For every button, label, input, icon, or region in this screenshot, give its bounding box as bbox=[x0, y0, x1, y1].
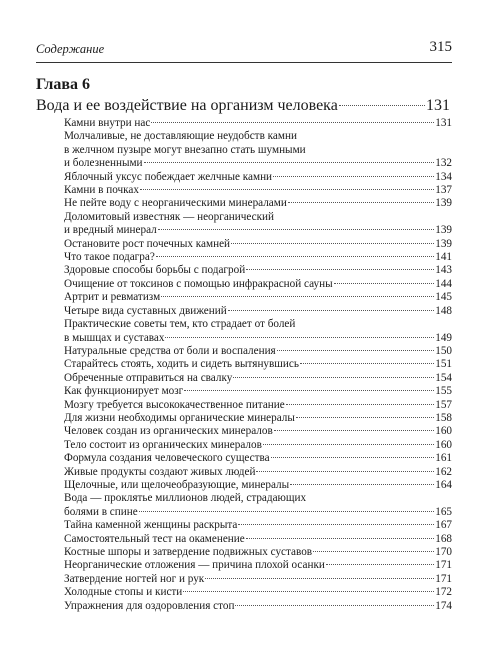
toc-entry-line bbox=[64, 425, 452, 438]
dot-leader bbox=[246, 269, 434, 270]
toc-entry-title: Яблочный уксус побеждает желчные камни bbox=[64, 170, 273, 183]
dot-leader bbox=[274, 430, 434, 431]
toc-entry-page: 137 bbox=[435, 184, 452, 197]
dot-leader bbox=[238, 524, 434, 525]
toc-entry-title: Здоровые способы борьбы с подагрой bbox=[64, 264, 246, 277]
dot-leader bbox=[235, 605, 434, 606]
toc-entry-line bbox=[64, 479, 452, 492]
toc-entry-title: Вода — проклятье миллионов людей, страдающих bbox=[64, 492, 307, 505]
toc-entry-page: 171 bbox=[435, 572, 452, 585]
toc-list bbox=[64, 117, 452, 613]
toc-entry-line bbox=[64, 157, 452, 170]
dot-leader bbox=[156, 256, 434, 257]
toc-entry-page: 143 bbox=[435, 264, 452, 277]
chapter-title-line bbox=[36, 97, 450, 115]
toc-entry bbox=[64, 358, 452, 371]
dot-leader bbox=[205, 578, 434, 579]
toc-entry-title: Старайтесь стоять, ходить и сидеть вытянувшись bbox=[64, 358, 299, 371]
dot-leader bbox=[334, 283, 435, 284]
toc-entry-line bbox=[64, 586, 452, 599]
toc-entry-page: 165 bbox=[435, 505, 452, 518]
toc-entry-page: 167 bbox=[435, 519, 452, 532]
toc-entry bbox=[64, 399, 452, 412]
toc-entry bbox=[64, 600, 452, 613]
toc-entry-line bbox=[64, 144, 452, 157]
toc-entry-line bbox=[64, 492, 452, 505]
toc-entry-title: Упражнения для оздоровления стоп bbox=[64, 599, 235, 612]
toc-entry-title: Очищение от токсинов с помощью инфракрасной сауны bbox=[64, 277, 333, 290]
toc-entry bbox=[64, 372, 452, 385]
toc-entry-title: Тело состоит из органических минералов bbox=[64, 438, 262, 451]
toc-entry-title: Молчаливые, не доставляющие неудобств камни bbox=[64, 130, 297, 143]
toc-entry-title: Самостоятельный тест на окаменение bbox=[64, 532, 245, 545]
toc-entry-page: 157 bbox=[435, 398, 452, 411]
toc-entry bbox=[64, 546, 452, 559]
running-header-section: Содержание bbox=[36, 42, 105, 56]
toc-entry-page: 144 bbox=[435, 277, 452, 290]
toc-entry-title: Человек создан из органических минералов bbox=[64, 425, 273, 438]
toc-entry-page: 139 bbox=[435, 237, 452, 250]
toc-entry-page: 132 bbox=[435, 157, 452, 170]
toc-entry-title: Неорганические отложения — причина плохой осанки bbox=[64, 559, 325, 572]
toc-entry-title: Остановите рост почечных камней bbox=[64, 237, 231, 250]
dot-leader bbox=[271, 457, 435, 458]
dot-leader bbox=[231, 243, 434, 244]
toc-entry-line bbox=[64, 600, 452, 613]
toc-entry-line bbox=[64, 130, 452, 143]
dot-leader bbox=[286, 404, 434, 405]
dot-leader bbox=[277, 350, 435, 351]
toc-entry bbox=[64, 305, 452, 318]
header-rule bbox=[36, 62, 452, 63]
toc-entry-title: и вредный минерал bbox=[64, 224, 157, 237]
dot-leader bbox=[246, 538, 434, 539]
dot-leader bbox=[151, 122, 434, 123]
toc-entry bbox=[64, 291, 452, 304]
dot-leader bbox=[313, 551, 434, 552]
toc-entry-title: Мозгу требуется высококачественное питание bbox=[64, 398, 285, 411]
chapter-title-page: 131 bbox=[426, 97, 450, 114]
toc-entry-line bbox=[64, 358, 452, 371]
toc-entry-page: 161 bbox=[435, 452, 452, 465]
toc-entry-title: Формула создания человеческого существа bbox=[64, 452, 270, 465]
toc-entry-page: 172 bbox=[435, 586, 452, 599]
toc-entry bbox=[64, 559, 452, 572]
toc-entry bbox=[64, 197, 452, 210]
dot-leader bbox=[228, 310, 434, 311]
toc-entry-page: 168 bbox=[435, 532, 452, 545]
toc-entry-title: Четыре вида суставных движений bbox=[64, 304, 227, 317]
dot-leader bbox=[290, 484, 434, 485]
toc-entry-page: 158 bbox=[435, 411, 452, 424]
toc-entry bbox=[64, 385, 452, 398]
toc-entry-title: Доломитовый известняк — неорганический bbox=[64, 210, 275, 223]
toc-entry-title: Для жизни необходимы органические минералы bbox=[64, 411, 295, 424]
toc-entry-line bbox=[64, 318, 452, 331]
toc-entry-title: Артрит и ревматизм bbox=[64, 291, 161, 304]
toc-entry-title: Что такое подагра? bbox=[64, 251, 155, 264]
toc-entry-page: 139 bbox=[435, 197, 452, 210]
toc-entry-line bbox=[64, 439, 452, 452]
dot-leader bbox=[296, 417, 434, 418]
page-number: 315 bbox=[429, 39, 452, 55]
toc-entry-page: 145 bbox=[435, 291, 452, 304]
dot-leader bbox=[273, 176, 434, 177]
chapter-label: Глава 6 bbox=[36, 76, 90, 93]
dot-leader bbox=[139, 511, 435, 512]
toc-entry bbox=[64, 412, 452, 425]
toc-entry-line bbox=[64, 332, 452, 345]
toc-entry-page: 160 bbox=[435, 425, 452, 438]
toc-entry bbox=[64, 573, 452, 586]
toc-entry bbox=[64, 171, 452, 184]
toc-entry-line bbox=[64, 264, 452, 277]
toc-entry-page: 164 bbox=[435, 478, 452, 491]
toc-entry-title: Камни внутри нас bbox=[64, 117, 151, 129]
toc-entry-page: 154 bbox=[435, 371, 452, 384]
toc-entry-title: в желчном пузыре могут внезапно стать шумными bbox=[64, 143, 306, 156]
toc-entry-line bbox=[64, 452, 452, 465]
toc-entry-page: 151 bbox=[435, 358, 452, 371]
toc-entry-page: 155 bbox=[435, 385, 452, 398]
toc-entry-line bbox=[64, 506, 452, 519]
toc-entry-line bbox=[64, 211, 452, 224]
toc-entry-line bbox=[64, 305, 452, 318]
dot-leader bbox=[140, 189, 434, 190]
toc-entry bbox=[64, 318, 452, 345]
toc-entry bbox=[64, 586, 452, 599]
toc-entry bbox=[64, 492, 452, 519]
dot-leader bbox=[339, 105, 425, 106]
toc-entry-page: 149 bbox=[435, 331, 452, 344]
toc-entry-line bbox=[64, 224, 452, 237]
toc-entry-title: болями в спине bbox=[64, 505, 138, 518]
toc-entry-line bbox=[64, 291, 452, 304]
toc-entry-title: и болезненными bbox=[64, 157, 143, 170]
toc-entry-page: 160 bbox=[435, 438, 452, 451]
toc-entry-line bbox=[64, 559, 452, 572]
toc-entry-line bbox=[64, 184, 452, 197]
toc-entry bbox=[64, 533, 452, 546]
toc-entry-line bbox=[64, 519, 452, 532]
dot-leader bbox=[233, 377, 434, 378]
toc-entry bbox=[64, 117, 452, 130]
toc-entry bbox=[64, 130, 452, 170]
toc-entry-title: Затвердение ногтей ног и рук bbox=[64, 572, 205, 585]
toc-entry-page: 162 bbox=[435, 465, 452, 478]
toc-entry-line bbox=[64, 399, 452, 412]
running-header bbox=[36, 40, 452, 60]
dot-leader bbox=[300, 363, 434, 364]
toc-entry bbox=[64, 439, 452, 452]
toc-entry bbox=[64, 184, 452, 197]
toc-entry-line bbox=[64, 117, 452, 130]
toc-entry bbox=[64, 519, 452, 532]
toc-entry-line bbox=[64, 385, 452, 398]
toc-entry-title: Холодные стопы и кисти bbox=[64, 586, 183, 599]
toc-entry-line bbox=[64, 171, 452, 184]
toc-entry bbox=[64, 264, 452, 277]
dot-leader bbox=[158, 229, 435, 230]
chapter-title: Вода и ее воздействие на организм человека bbox=[36, 97, 338, 114]
toc-entry-page: 131 bbox=[435, 117, 452, 129]
toc-entry-line bbox=[64, 197, 452, 210]
toc-entry-title: Как функционирует мозг bbox=[64, 385, 184, 398]
toc-entry bbox=[64, 479, 452, 492]
toc-entry-title: Живые продукты создают живых людей bbox=[64, 465, 256, 478]
dot-leader bbox=[263, 444, 434, 445]
toc-entry-title: Тайна каменной женщины раскрыта bbox=[64, 519, 238, 532]
toc-entry-title: Камни в почках bbox=[64, 184, 139, 197]
dot-leader bbox=[183, 591, 434, 592]
dot-leader bbox=[288, 202, 434, 203]
toc-entry-title: Натуральные средства от боли и воспаления bbox=[64, 344, 276, 357]
toc-entry-title: в мышцах и суставах bbox=[64, 331, 165, 344]
toc-entry-page: 148 bbox=[435, 304, 452, 317]
toc-entry bbox=[64, 345, 452, 358]
toc-entry bbox=[64, 211, 452, 238]
toc-entry-title: Щелочные, или щелочеобразующие, минералы bbox=[64, 478, 290, 491]
toc-entry-line bbox=[64, 546, 452, 559]
toc-entry-title: Костные шпоры и затвердение подвижных суставов bbox=[64, 546, 313, 558]
toc-entry-line bbox=[64, 533, 452, 546]
toc-entry bbox=[64, 425, 452, 438]
dot-leader bbox=[165, 337, 434, 338]
dot-leader bbox=[184, 390, 434, 391]
toc-entry-page: 141 bbox=[435, 251, 452, 264]
toc-entry bbox=[64, 278, 452, 291]
toc-entry-line bbox=[64, 238, 452, 251]
dot-leader bbox=[144, 162, 435, 163]
toc-entry-title: Не пейте воду с неорганическими минералами bbox=[64, 197, 287, 210]
toc-entry-line bbox=[64, 372, 452, 385]
toc-entry-line bbox=[64, 345, 452, 358]
toc-entry-line bbox=[64, 251, 452, 264]
toc-entry bbox=[64, 466, 452, 479]
toc-entry-page: 150 bbox=[435, 344, 452, 357]
toc-entry-line bbox=[64, 466, 452, 479]
toc-entry-title: Практические советы тем, кто страдает от болей bbox=[64, 318, 296, 331]
dot-leader bbox=[256, 471, 434, 472]
dot-leader bbox=[326, 564, 434, 565]
toc-entry-page: 139 bbox=[435, 224, 452, 237]
toc-entry bbox=[64, 452, 452, 465]
toc-entry-line bbox=[64, 278, 452, 291]
toc-entry bbox=[64, 238, 452, 251]
toc-entry-page: 170 bbox=[435, 546, 452, 558]
toc-entry bbox=[64, 251, 452, 264]
toc-entry-line bbox=[64, 573, 452, 586]
toc-entry-page: 174 bbox=[435, 599, 452, 612]
toc-entry-line bbox=[64, 412, 452, 425]
dot-leader bbox=[161, 296, 434, 297]
toc-entry-page: 134 bbox=[435, 170, 452, 183]
toc-entry-page: 171 bbox=[435, 559, 452, 572]
toc-entry-title: Обреченные отправиться на свалку bbox=[64, 371, 233, 384]
